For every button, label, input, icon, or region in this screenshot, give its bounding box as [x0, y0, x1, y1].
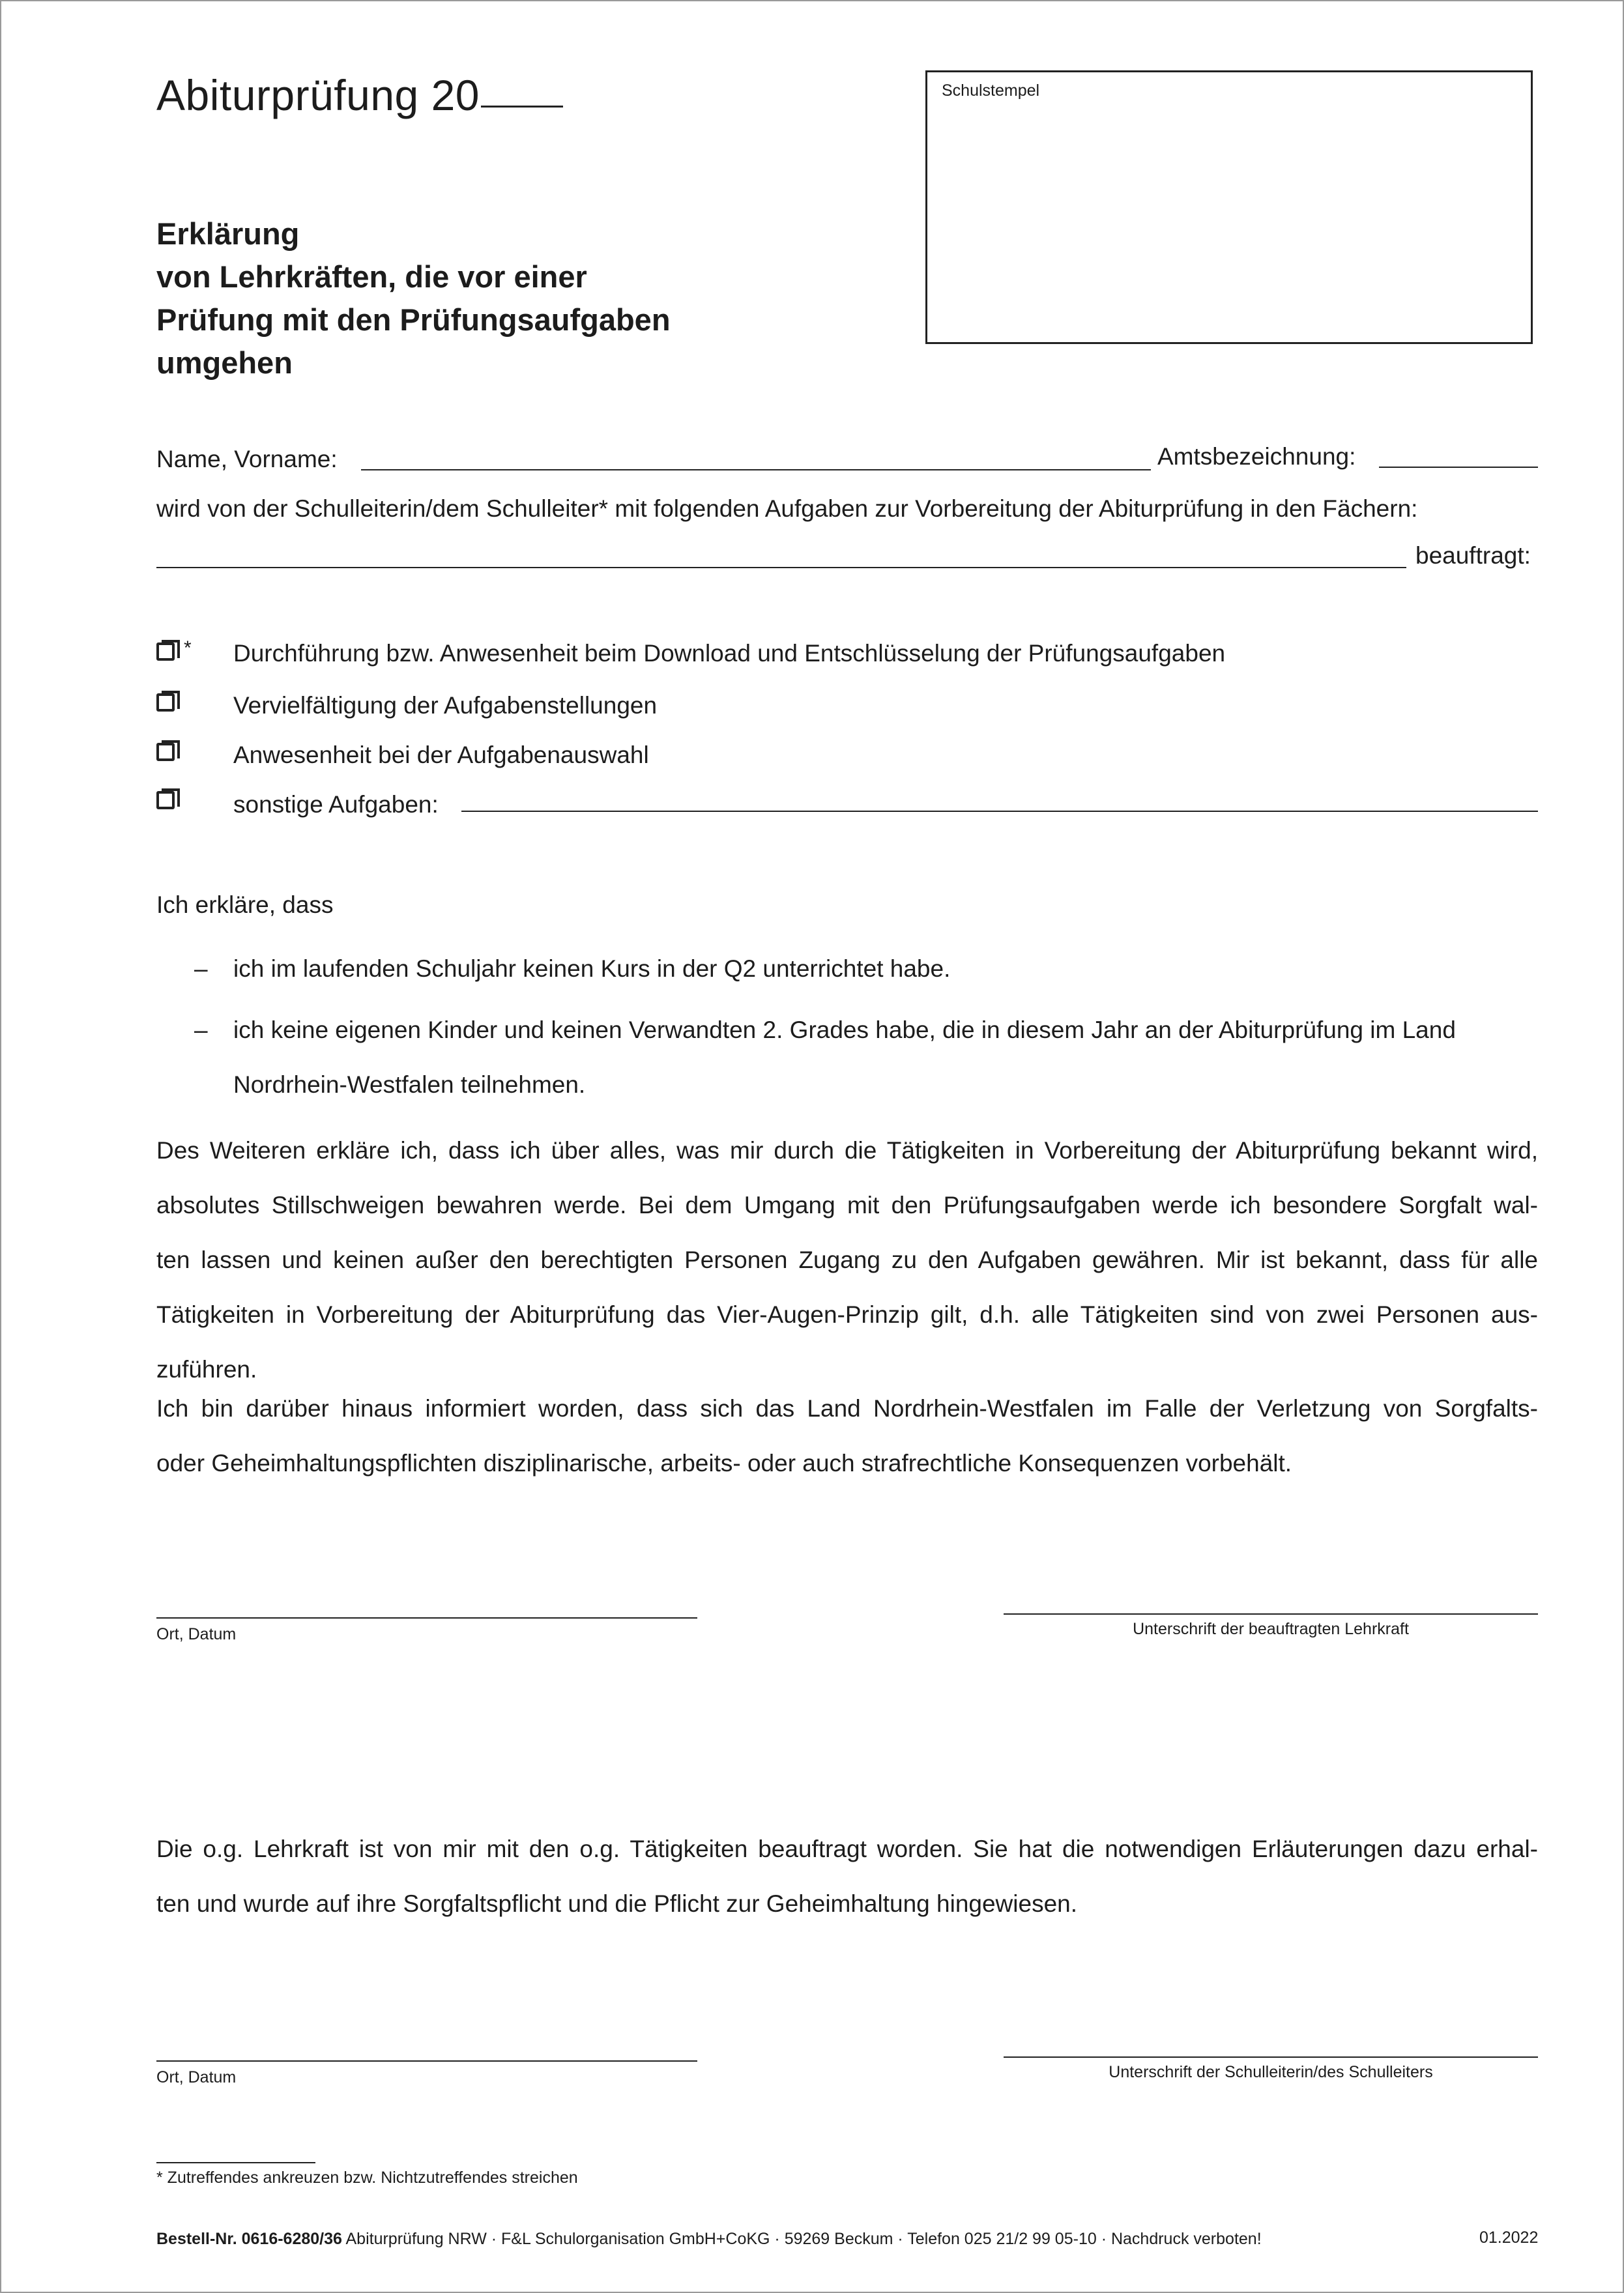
principal-signature-label: Unterschrift der Schulleiterin/des Schulleiters [1109, 2063, 1433, 2081]
task-label-download: Durchführung bzw. Anwesenheit beim Download und Entschlüsselung der Prüfungsaufgaben [233, 640, 1226, 667]
paragraph-line: absolutes Stillschweigen bewahren werde. Bei dem Umgang mit den Prüfungsaufgaben werde ich besondere Sorgfalt wal- [156, 1192, 1538, 1219]
paragraph-line: Die o.g. Lehrkraft ist von mir mit den o.g. Tätigkeiten beauftragt worden. Sie hat die notwendigen Erläuterungen dazu erhal- [156, 1836, 1538, 1862]
ort-datum-field-2[interactable] [156, 2060, 697, 2062]
paragraph-line: zuführen. [156, 1356, 257, 1383]
title-text: Abiturprüfung 20 [156, 71, 480, 119]
form-heading [156, 212, 873, 384]
consequences-paragraph [156, 1381, 1538, 1491]
heading-line: von Lehrkräften, die vor einer [156, 259, 587, 294]
subjects-field[interactable] [156, 567, 1406, 568]
year-blank-line[interactable] [481, 106, 563, 108]
name-field[interactable] [361, 469, 1151, 470]
school-stamp-box [925, 70, 1533, 344]
task-label-copy: Vervielfältigung der Aufgabenstellungen [233, 692, 658, 719]
beauftragt-label: beauftragt: [1415, 542, 1531, 569]
order-number: Bestell-Nr. 0616-6280/36 [156, 2230, 342, 2248]
task-label-selection: Anwesenheit bei der Aufgabenauswahl [233, 742, 649, 768]
task-checkbox-selection[interactable] [156, 743, 175, 761]
bullet-dash: – [194, 955, 208, 982]
amt-label: Amtsbezeichnung: [1157, 443, 1356, 470]
paragraph-line: ten und wurde auf ihre Sorgfaltspflicht und die Pflicht zur Geheimhaltung hingewiesen. [156, 1890, 1078, 1917]
paragraph-line: Des Weiteren erkläre ich, dass ich über alles, was mir durch die Tätigkeiten in Vorbereitung der Abiturprüfung bekannt wird, [156, 1137, 1538, 1164]
principal-signature-field[interactable] [1004, 2056, 1538, 2058]
form-date-code: 01.2022 [1479, 2228, 1539, 2247]
paragraph-line: Ich bin darüber hinaus informiert worden, dass sich das Land Nordrhein-Westfalen im Falle der Verletzung von Sorgfalts- [156, 1395, 1538, 1422]
heading-line: umgehen [156, 345, 293, 380]
teacher-signature-label: Unterschrift der beauftragten Lehrkraft [1133, 1620, 1409, 1638]
page-title [156, 70, 563, 120]
teacher-signature-field[interactable] [1004, 1613, 1538, 1615]
footnote-divider [156, 2162, 315, 2163]
ort-datum-field-1[interactable] [156, 1617, 697, 1619]
task-checkbox-copy[interactable] [156, 693, 175, 712]
task-label-other: sonstige Aufgaben: [233, 791, 439, 818]
stamp-label: Schulstempel [942, 81, 1040, 100]
publisher-info: Abiturprüfung NRW · F&L Schulorganisation GmbH+CoKG · 59269 Beckum · Telefon 025 21/2 99 05-10 · Nachdruck verboten! [345, 2230, 1262, 2248]
bullet-dash: – [194, 1017, 208, 1043]
other-tasks-field[interactable] [461, 811, 1538, 812]
declaration-bullet-2-line: ich keine eigenen Kinder und keinen Verwandten 2. Grades habe, die in diesem Jahr an der Abiturprüfung im Land [233, 1017, 1456, 1043]
name-label: Name, Vorname: [156, 446, 338, 472]
task-checkbox-download[interactable] [156, 642, 175, 661]
asterisk-mark: * [184, 637, 192, 659]
ort-datum-label-2: Ort, Datum [156, 2068, 237, 2086]
declaration-bullet-1: ich im laufenden Schuljahr keinen Kurs in der Q2 unterrichtet habe. [233, 955, 951, 982]
heading-line: Prüfung mit den Prüfungsaufgaben [156, 302, 671, 337]
declaration-bullet-2-line: Nordrhein-Westfalen teilnehmen. [233, 1071, 586, 1098]
ort-datum-label-1: Ort, Datum [156, 1625, 237, 1643]
footnote-text: * Zutreffendes ankreuzen bzw. Nichtzutreffendes streichen [156, 2169, 578, 2187]
heading-line: Erklärung [156, 216, 300, 251]
assigned-text: wird von der Schulleiterin/dem Schulleiter* mit folgenden Aufgaben zur Vorbereitung der Abiturprüfung in den Fächern: [156, 495, 1418, 522]
paragraph-line: ten lassen und keinen außer den berechtigten Personen Zugang zu den Aufgaben gewähren. Mir ist bekannt, dass für alle [156, 1247, 1538, 1273]
task-checkbox-other[interactable] [156, 791, 175, 809]
paragraph-line: oder Geheimhaltungspflichten disziplinarische, arbeits- oder auch strafrechtliche Konsequenzen vorbehält. [156, 1450, 1292, 1477]
declaration-intro: Ich erkläre, dass [156, 891, 334, 918]
paragraph-line: Tätigkeiten in Vorbereitung der Abiturprüfung das Vier-Augen-Prinzip gilt, d.h. alle Tätigkeiten sind von zwei Personen aus- [156, 1301, 1538, 1328]
principal-confirmation-paragraph [156, 1822, 1538, 1931]
amt-field[interactable] [1379, 467, 1538, 468]
confidentiality-paragraph [156, 1123, 1538, 1397]
footer-order-info [156, 2230, 1262, 2249]
